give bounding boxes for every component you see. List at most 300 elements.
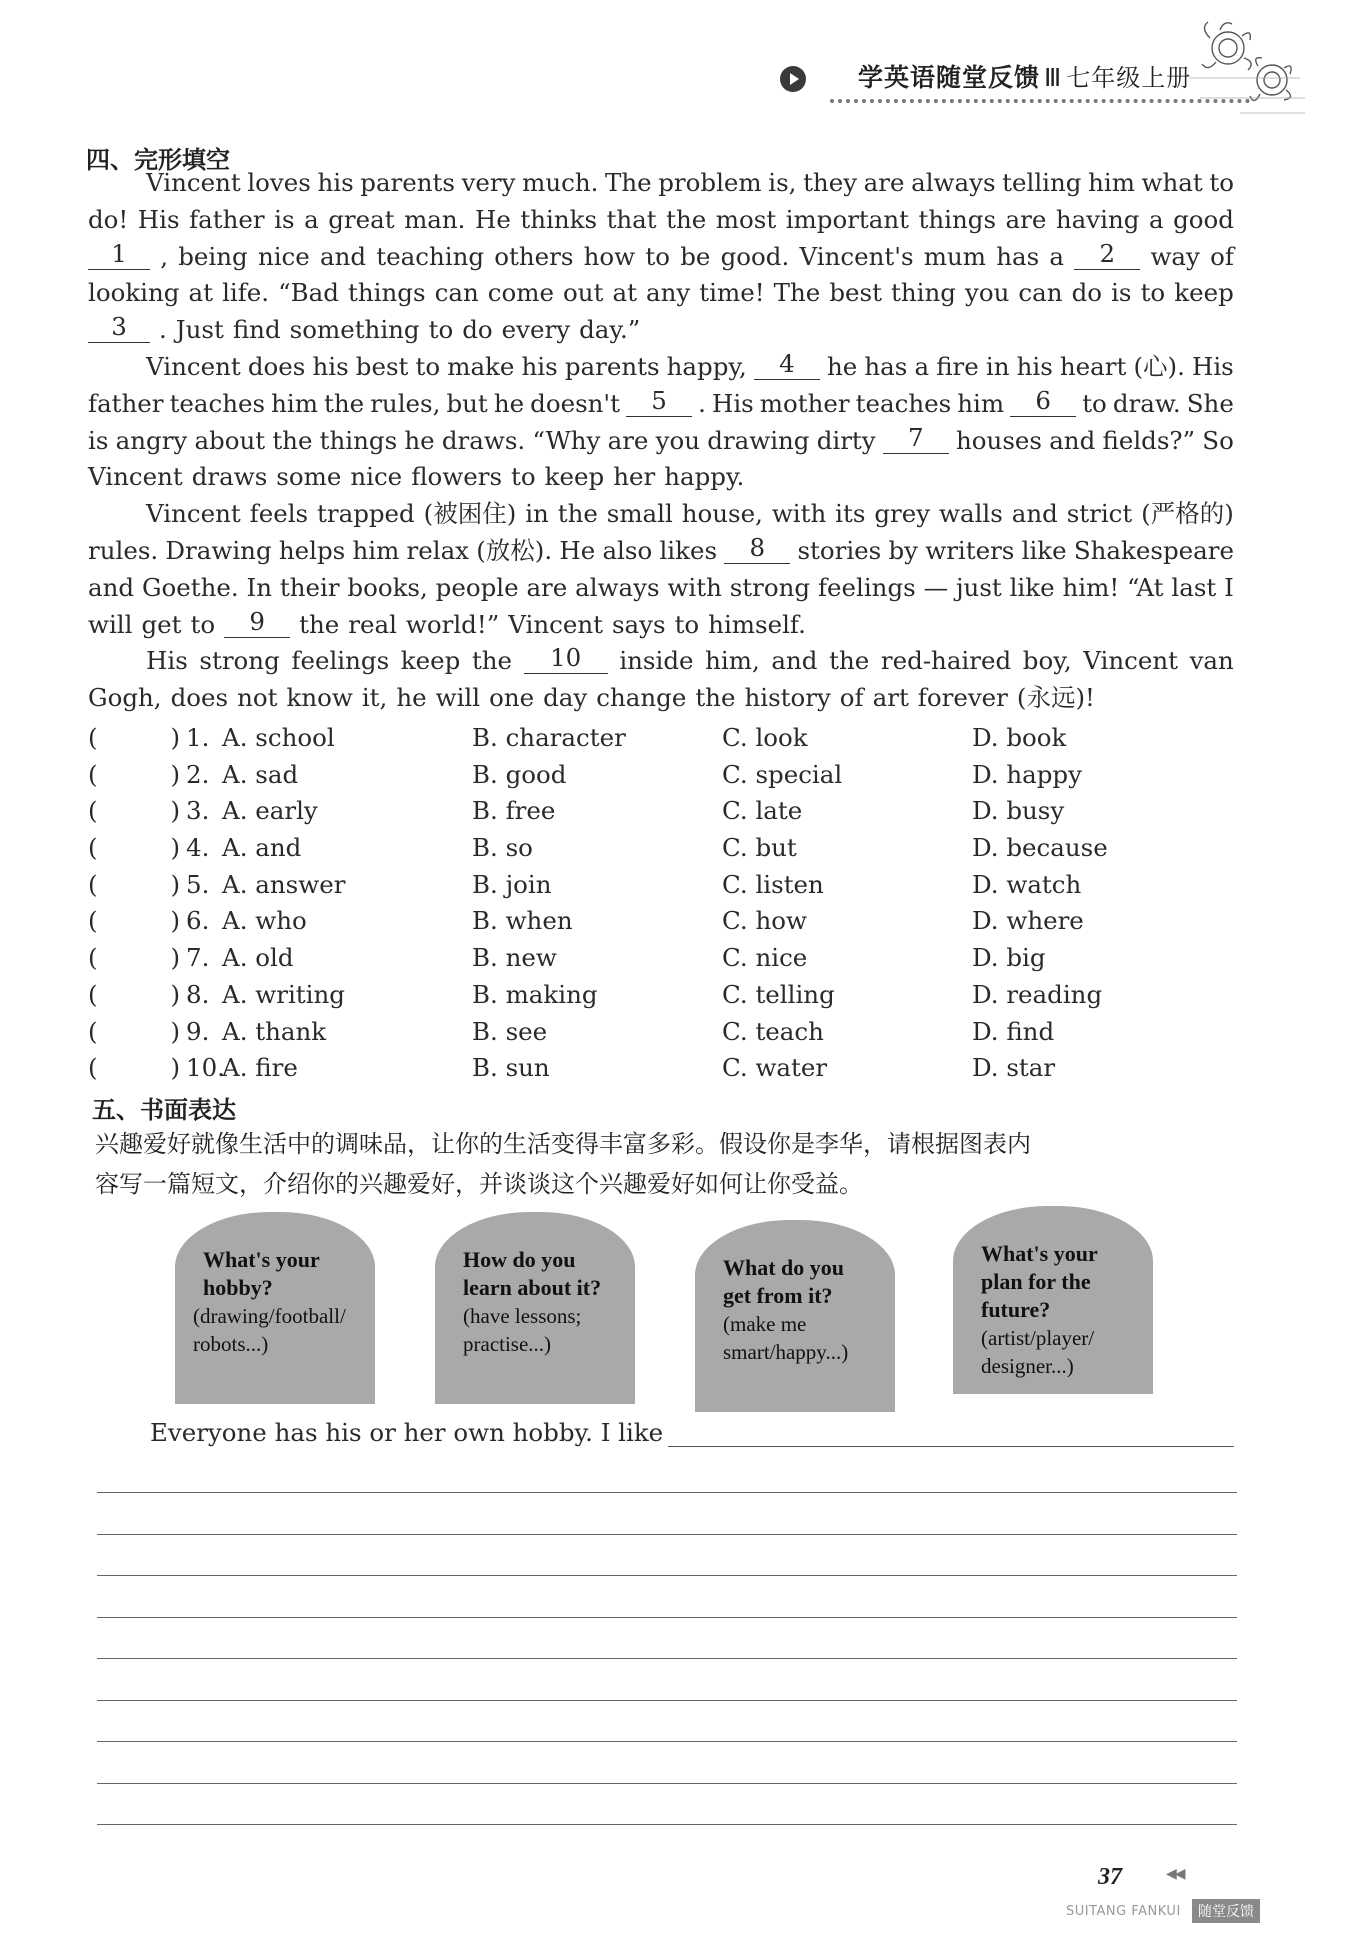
passage-word: the [299,609,340,639]
passage-word: about [194,425,266,455]
card-hint: practise...) [463,1332,552,1356]
passage-word: (心). [1133,351,1185,381]
cloze-blank[interactable]: 7 [883,423,949,454]
passage-word: be [680,241,711,271]
option-c: C. nice [722,943,808,973]
writing-line[interactable] [97,1492,1237,1493]
answer-parentheses[interactable]: ( ) [88,1016,180,1046]
passage-word: make [447,351,515,381]
passage-word: him! [1062,572,1120,602]
option-b: B. sun [472,1053,550,1083]
passage-word: nice [257,241,310,271]
card-question: What's your [981,1241,1098,1266]
passage-word: angry [115,425,188,455]
passage-word: just [955,572,1002,602]
cloze-blank[interactable]: 10 [524,643,608,674]
passage-word: some [276,462,342,492]
writing-line[interactable] [668,1446,1234,1447]
passage-word: to [511,462,536,492]
hint-cards [175,1212,1175,1412]
passage-word: strong [199,646,280,676]
passage-word: small [606,499,673,529]
passage-word: and [320,241,367,271]
option-b: B. making [472,979,598,1009]
cloze-blank[interactable]: 5 [626,386,692,417]
passage-word: feelings [291,646,390,676]
passage-word: , [160,241,169,271]
passage-word: things [319,425,398,455]
passage-word: Shakespeare [1073,535,1234,565]
option-b: B. character [472,723,626,752]
passage-word: So [1202,425,1234,455]
passage-word: very [461,168,516,197]
passage-word: their [279,572,340,602]
passage-word: doesn't [530,388,621,418]
card-question: learn about it? [463,1275,602,1300]
option-b: B. join [472,869,552,899]
passage-word: the [829,646,870,676]
passage-word: Goethe. [141,572,239,602]
passage-word: day [543,683,588,713]
passage-word: people [435,572,519,602]
writing-line[interactable] [97,1575,1237,1576]
passage-line [88,202,1234,239]
passage-word: relax [406,535,470,565]
passage-word: good [1173,204,1234,234]
passage-word: you [964,278,1010,308]
passage-word: him [1088,168,1135,197]
passage-word: they [803,168,858,197]
passage-word: a [914,351,930,381]
writing-prompt-line: 兴趣爱好就像生活中的调味品，让你的生活变得丰富多彩。假设你是李华，请根据图表内 [95,1130,1031,1158]
card-question: What do you [723,1255,845,1280]
passage-word: the [557,499,598,529]
passage-word: great [328,204,395,234]
card-hint: smart/happy...) [723,1340,849,1364]
passage-word: thinks [520,204,598,234]
passage-word: life. [222,278,270,308]
passage-word: at [612,278,637,308]
option-a: A. school [222,723,335,752]
writing-line[interactable] [97,1617,1237,1618]
option-a: A. answer [222,869,346,899]
passage-word: good. [720,241,790,271]
cloze-blank[interactable]: 8 [724,533,790,564]
card-question: future? [981,1297,1051,1322]
hint-card [953,1206,1153,1394]
passage-word: strong [729,572,811,602]
option-d: D. find [972,1016,1055,1046]
question-number: 9. [186,1016,210,1046]
passage-word: do! [88,204,129,234]
answer-parentheses[interactable]: ( ) [88,1053,180,1083]
card-hint: (artist/player/ [981,1326,1095,1350]
passage-line [88,459,1234,496]
passage-word: every [501,315,571,345]
passage-word: and [771,646,818,676]
passage-word: best [355,351,409,381]
passage-word: his [521,351,558,381]
cloze-blank[interactable]: 4 [754,349,820,380]
passage-word: way [1150,241,1200,271]
passage-word: His [146,646,188,676]
passage-word: are [863,168,905,197]
passage-word: does [170,683,229,713]
passage-word: His [137,204,180,234]
option-b: B. good [472,759,567,789]
option-d: D. where [972,906,1084,936]
passage-word: teaches [855,388,952,418]
passage-line [88,349,1234,386]
passage-word: are [1005,204,1047,234]
passage-word: dirty [816,425,876,455]
passage-word: is, [768,168,797,197]
passage-line [88,680,1234,717]
passage-word: telling [1002,168,1082,197]
option-b: B. see [472,1016,548,1046]
question-number: 4. [186,833,210,863]
passage-word: mother [759,388,850,418]
passage-word: to [415,351,441,381]
passage-word: world!” [405,609,500,639]
passage-word: inside [619,646,694,676]
passage-word: Vincent [146,351,241,381]
passage-word: him, [705,646,760,676]
passage-line [88,423,1234,460]
passage-word: trapped [317,499,415,529]
passage-word: teaches [169,388,266,418]
question-number: 2. [186,759,210,789]
card-question: plan for the [981,1269,1091,1294]
passage-line [88,312,1234,349]
passage-word: best [829,278,882,308]
passage-word: change [596,683,687,713]
option-a: A. writing [222,979,345,1009]
option-a: A. old [222,943,294,973]
passage-word: loves [247,168,311,197]
option-a: A. who [222,906,307,936]
writing-prompt-line: 容写一篇短文，介绍你的兴趣爱好，并谈谈这个兴趣爱好如何让你受益。 [95,1170,863,1198]
flower-decoration-icon [1180,18,1310,128]
passage-word: . [698,388,706,418]
question-number: 5. [186,869,210,899]
cloze-blank[interactable]: 3 [88,312,150,343]
passage-word: “Bad [278,278,339,308]
passage-word: he [396,683,427,713]
page-number: 37 [1098,1864,1122,1890]
question-row [88,793,1238,830]
passage-word: history [744,683,831,713]
passage-line [88,533,1234,570]
card-hint: robots...) [193,1332,269,1356]
option-b: B. so [472,833,533,863]
passage-word: keep [400,646,461,676]
cloze-blank[interactable]: 6 [1010,386,1076,417]
passage-word: him [352,535,400,565]
passage-word: find [232,315,281,345]
passage-word: Drawing [165,535,272,565]
passage-word: father [189,204,265,234]
answer-parentheses[interactable]: ( ) [88,759,180,789]
section-heading-cloze: 四、完形填空 [86,146,230,174]
passage-line [88,570,1234,607]
passage-word: the [471,646,513,676]
answer-parentheses[interactable]: ( ) [88,869,180,899]
passage-word: — [923,572,949,602]
question-row [88,867,1238,904]
answer-parentheses[interactable]: ( ) [88,943,180,973]
passage-word: like [1021,535,1067,565]
passage-word: but [446,388,488,418]
writing-line[interactable] [97,1741,1237,1742]
passage-word: His [1191,351,1234,381]
question-row [88,720,1238,757]
question-row [88,757,1238,794]
passage-word: and [1011,499,1058,529]
passage-word: to [674,609,700,639]
passage-word: feelings [817,572,916,602]
passage-word: her [613,462,656,492]
passage-word: Vincent [1083,646,1178,676]
double-arrow-left-icon: ◀◀ [1166,1866,1184,1882]
writing-line[interactable] [97,1658,1237,1659]
passage-word: Vincent [146,168,241,197]
option-d: D. busy [972,796,1065,826]
passage-word: “Why [532,425,601,455]
writing-line[interactable] [97,1534,1237,1535]
passage-word: things [348,278,426,308]
question-number: 1. [186,723,210,752]
passage-word: helps [278,535,346,565]
option-d: D. big [972,943,1046,973]
option-b: B. free [472,796,556,826]
option-c: C. teach [722,1016,824,1046]
passage-word: do [1071,278,1103,308]
option-b: B. when [472,906,573,936]
passage-word: rules, [370,388,441,418]
cloze-passage [88,165,1234,717]
passage-word: writers [925,535,1015,565]
writing-line[interactable] [97,1700,1237,1701]
passage-word: is [1111,278,1132,308]
passage-line [88,165,1234,202]
passage-word: being [178,241,248,271]
passage-word: something [289,315,420,345]
option-a: A. sad [222,759,299,789]
passage-word: nice [350,462,403,492]
option-c: C. listen [722,869,824,899]
passage-word: most [715,204,777,234]
passage-word: always [575,572,660,602]
passage-word: important [785,204,910,234]
passage-word: is [88,425,109,455]
option-a: A. early [222,796,318,826]
question-number: 10. [186,1053,225,1083]
passage-word: likes [659,535,718,565]
passage-word: you [655,425,701,455]
passage-word: Vincent [88,462,183,492]
option-c: C. look [722,723,808,752]
passage-word: boy, [1022,646,1072,676]
answer-parentheses[interactable]: ( ) [88,833,180,863]
passage-word: he [827,351,858,381]
cloze-blank[interactable]: 9 [224,607,290,638]
passage-word: time! [699,278,765,308]
passage-word: is [274,204,295,234]
passage-word: last [1171,572,1217,602]
option-c: C. water [722,1053,828,1083]
passage-word: (严格的) [1141,499,1234,529]
option-c: C. how [722,906,807,936]
passage-word: its [835,499,866,529]
passage-word: by [888,535,919,565]
passage-word: his [317,168,354,197]
passage-word: father [88,388,164,418]
passage-line [88,386,1234,423]
writing-line[interactable] [97,1824,1237,1825]
passage-word: that [606,204,657,234]
card-question: get from it? [723,1283,833,1308]
passage-word: keep [1174,278,1234,308]
passage-word: thing [890,278,956,308]
passage-line [88,643,1234,680]
option-a: A. thank [222,1016,327,1046]
option-d: D. happy [972,759,1082,789]
passage-word: happy, [666,351,747,381]
passage-word: real [348,609,397,639]
question-row [88,1050,1238,1087]
passage-word: to [1140,278,1166,308]
hint-card [435,1212,635,1404]
passage-word: the [324,388,365,418]
footer-series-en: SUITANG FANKUI [1066,1904,1181,1919]
answer-parentheses[interactable]: ( ) [88,796,180,826]
passage-word: can [1018,278,1063,308]
question-row [88,830,1238,867]
passage-word: books, [347,572,428,602]
passage-word: house, [681,499,763,529]
passage-word: himself. [708,609,806,639]
option-c: C. special [722,759,843,789]
passage-word: out [563,278,604,308]
passage-word: keep [544,462,605,492]
passage-word: always [911,168,996,197]
passage-word: Vincent's [799,241,914,271]
cloze-blank[interactable]: 2 [1074,239,1140,270]
passage-word: The [605,168,652,197]
passage-word: his [312,351,349,381]
passage-word: does [247,351,306,381]
passage-word: fire [936,351,979,381]
passage-word: grey [874,499,931,529]
question-number: 8. [186,979,210,1009]
option-a: A. and [222,833,302,863]
passage-word: and [1049,425,1096,455]
passage-word: “At [1127,572,1164,602]
book-title: 学英语随堂反馈 Ⅲ 七年级上册 [858,63,1192,92]
option-d: D. watch [972,869,1082,899]
passage-word: it, [361,683,388,713]
passage-word: at [188,278,213,308]
answer-parentheses[interactable]: ( ) [88,906,180,936]
passage-word: to [1209,168,1234,197]
passage-word: like [1009,572,1055,602]
passage-word: happy. [664,462,745,492]
passage-word: any [646,278,691,308]
option-c: C. late [722,796,803,826]
question-number: 7. [186,943,210,973]
passage-word: drawing [707,425,810,455]
passage-word: red-haired [880,646,1012,676]
question-row [88,903,1238,940]
option-c: C. telling [722,979,835,1009]
passage-word: to [645,241,670,271]
passage-word: stories [797,535,882,565]
passage-word: to [428,315,454,345]
passage-word: are [526,572,568,602]
passage-word: (被困住) [423,499,517,529]
passage-word: him [271,388,318,418]
passage-word: rules. [88,535,159,565]
passage-word: of [839,683,864,713]
cloze-blank[interactable]: 1 [88,239,150,270]
passage-word: strict [1066,499,1133,529]
passage-word: (永远)! [1016,683,1095,713]
passage-word: problem [658,168,762,197]
passage-word: has [996,241,1040,271]
passage-line [88,275,1234,312]
passage-word: In [246,572,272,602]
question-row [88,1014,1238,1051]
option-d: D. book [972,723,1067,752]
passage-word: parents [564,351,660,381]
passage-word: also [602,535,653,565]
answer-parentheses[interactable]: ( ) [88,723,180,752]
passage-word: flowers [411,462,503,492]
passage-word: draw. [1112,388,1181,418]
hint-card [695,1220,895,1412]
passage-line [88,239,1234,276]
section-heading-writing: 五、书面表达 [92,1096,236,1124]
passage-word: one [489,683,535,713]
passage-word: teaching [376,241,485,271]
card-question: What's your [203,1247,320,1272]
passage-word: The [773,278,821,308]
passage-word: and [88,572,135,602]
writing-line[interactable] [97,1783,1237,1784]
footer-series-badge: 随堂反馈 [1192,1899,1260,1923]
passage-word: looking [88,278,180,308]
play-icon [780,66,806,92]
passage-word: man. [404,204,466,234]
passage-word: he [404,425,435,455]
passage-word: a [304,204,319,234]
passage-word: feels [249,499,309,529]
answer-parentheses[interactable]: ( ) [88,979,180,1009]
passage-word: what [1141,168,1203,197]
passage-word: in [985,351,1010,381]
passage-word: the [272,425,313,455]
passage-word: to [1082,388,1107,418]
option-c: C. but [722,833,797,863]
passage-word: with [667,572,722,602]
passage-word: parents [360,168,455,197]
passage-word: forever [917,683,1008,713]
card-question: hobby? [203,1275,273,1300]
passage-word: He [474,204,511,234]
passage-word: come [487,278,554,308]
passage-word: the [666,204,707,234]
